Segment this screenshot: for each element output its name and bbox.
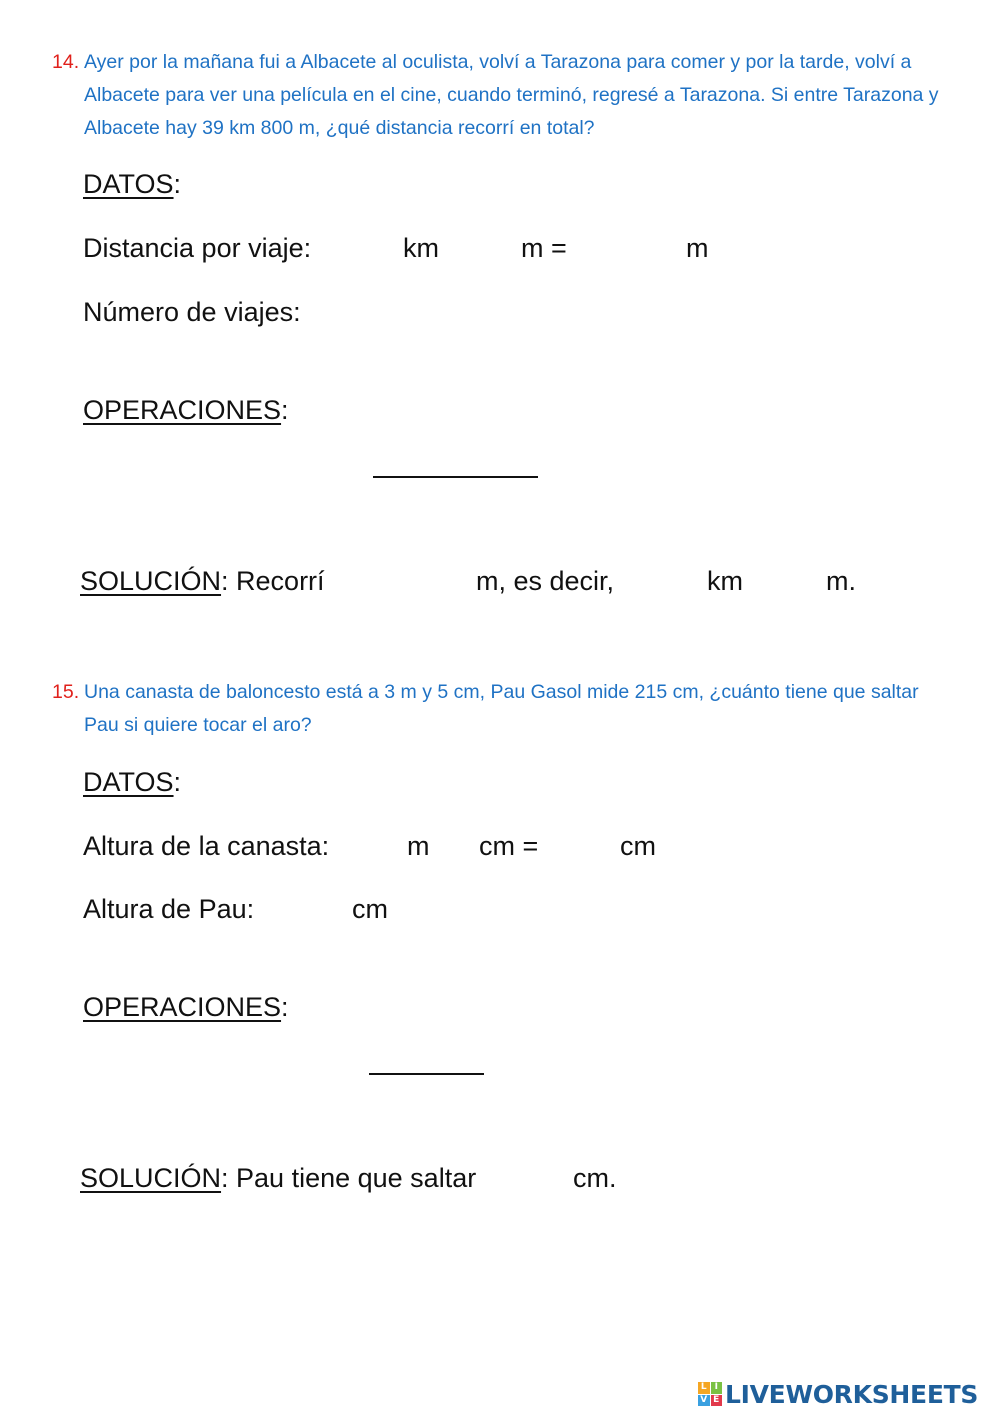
problem-15-basket-unit-cm-equals: cm = [479,831,539,861]
datos-label: DATOS [83,169,174,199]
liveworksheets-logo [698,1378,978,1410]
problem-15-basket-unit-cm: cm [620,831,656,861]
problem-15-pau-height-label: Altura de Pau: [83,894,255,924]
datos-colon: : [173,169,182,199]
problem-15-basket-height-label: Altura de la canasta: [83,831,330,861]
solucion-text-recorri: : Recorrí [221,566,325,596]
problem-15-datos-heading [83,765,181,799]
problem-14-solucion-es-decir: m, es decir, [476,566,615,596]
operaciones-label: OPERACIONES [83,992,282,1022]
liveworksheets-logo-text: LIVEWORKSHEETS [725,1379,979,1409]
problem-14-operaciones-heading [83,393,289,427]
problem-15-pau-height-unit-cm: cm [352,894,388,924]
problem-15-solucion-cm: cm. [573,1163,617,1193]
operaciones-colon: : [281,992,289,1022]
datos-colon: : [173,767,182,797]
problem-14-datos-heading [83,167,181,201]
problem-15-statement [52,676,952,742]
solucion-text-pau: : Pau tiene que saltar [221,1163,477,1193]
problem-14-solucion-heading [80,564,325,598]
solucion-label: SOLUCIÓN [80,1163,222,1193]
datos-label: DATOS [83,767,174,797]
problem-15-operation-rule [369,1073,484,1075]
logo-mark-letter: E [711,1395,723,1407]
logo-mark-letter: V [698,1395,710,1407]
problem-14-solucion-m: m. [826,566,856,596]
problem-14-distance-unit-km: km [403,233,439,263]
logo-mark-letter: I [711,1382,723,1394]
problem-15-number: 15. [52,681,80,703]
problem-15-text: Una canasta de baloncesto está a 3 m y 5 cm, Pau Gasol mide 215 cm, ¿cuánto tiene que saltar Pau si quiere tocar el aro? [84,681,919,736]
operaciones-label: OPERACIONES [83,395,282,425]
logo-mark-letter: L [698,1382,710,1394]
problem-14-text: Ayer por la mañana fui a Albacete al oculista, volví a Tarazona para comer y por la tarde, volví a Albacete para ver una película en el cine, cuando terminó, regresé a Tarazona. Si entre Tarazona y Albacete hay 39 km 800 m, ¿qué distancia recorrí en total? [84,51,939,139]
problem-15-basket-unit-m: m [407,831,430,861]
solucion-label: SOLUCIÓN [80,566,222,596]
problem-15-solucion-heading [80,1161,476,1195]
problem-14-operation-rule [373,476,538,478]
problem-14-statement [52,46,952,145]
problem-14-solucion-km: km [707,566,743,596]
problem-14-distance-unit-m: m [686,233,709,263]
problem-15-operaciones-heading [83,990,289,1024]
problem-14-distance-label: Distancia por viaje: [83,233,312,263]
liveworksheets-logo-icon [698,1382,722,1406]
problem-14-number: 14. [52,51,80,73]
operaciones-colon: : [281,395,289,425]
problem-14-trips-label: Número de viajes: [83,297,301,327]
problem-14-distance-unit-m-equals: m = [521,233,567,263]
